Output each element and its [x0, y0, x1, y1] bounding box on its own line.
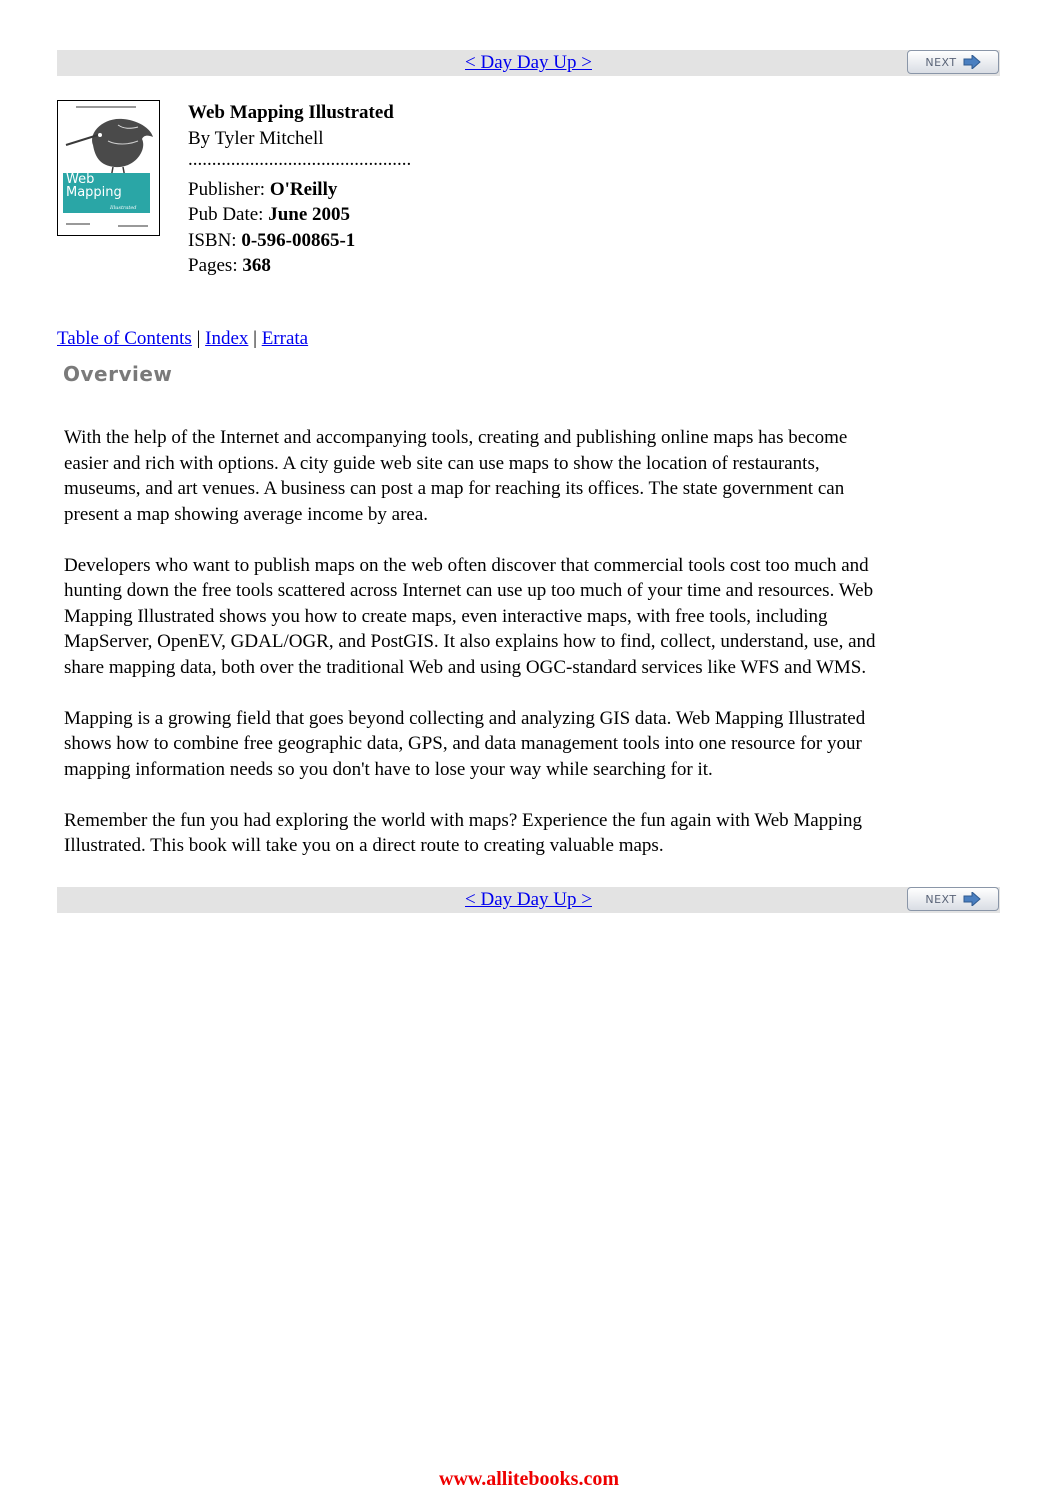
publisher-row: Publisher: O'Reilly [188, 178, 338, 200]
cover-title: Web Mapping [66, 172, 122, 200]
overview-text [64, 425, 894, 859]
day-day-up-link[interactable]: < Day Day Up > [465, 889, 592, 910]
next-button-label: NEXT [925, 55, 957, 69]
overview-paragraph: With the help of the Internet and accompanying tools, creating and publishing online maps has become easier and rich with options. A city guide web site can use maps to show the location of restaurants, museums, and art venues. A business can post a map for reaching its offices. The state government can present a map showing average income by area. [64, 427, 848, 525]
next-button[interactable] [907, 887, 999, 911]
pages-row: Pages: 368 [188, 255, 271, 276]
top-navbar [57, 50, 1000, 76]
arrow-right-icon [963, 55, 981, 69]
day-day-up-link[interactable]: < Day Day Up > [465, 52, 592, 73]
table-of-contents-link[interactable]: Table of Contents [57, 328, 192, 349]
publisher-value: O'Reilly [269, 178, 338, 200]
book-metadata [188, 100, 411, 279]
pages-value: 368 [242, 255, 271, 276]
next-button[interactable] [907, 50, 999, 74]
overview-paragraph: Remember the fun you had exploring the world with maps? Experience the fun again with Web Mapping Illustrated. This book will take you on a direct route to creating valuable maps. [64, 809, 863, 856]
book-title: Web Mapping Illustrated [188, 102, 394, 123]
cover-subtitle: Illustrated [110, 205, 137, 211]
book-cover-image [57, 100, 160, 236]
pubdate-row: Pub Date: June 2005 [188, 204, 351, 225]
book-byline: By Tyler Mitchell [188, 127, 324, 149]
isbn-row: ISBN: 0-596-00865-1 [188, 229, 356, 251]
index-link[interactable]: Index [205, 328, 249, 349]
dotted-separator: ............................................... [188, 149, 412, 170]
isbn-value: 0-596-00865-1 [241, 229, 356, 251]
overview-heading: Overview [63, 362, 173, 386]
arrow-right-icon [963, 892, 981, 906]
pubdate-value: June 2005 [268, 204, 351, 225]
overview-paragraph: Developers who want to publish maps on the web often discover that commercial tools cost too much and hunting down the free tools scattered across Internet can use up too much of your time and resources. Web Mapping Illustrated shows you how to create maps, even interactive maps, with free tools, including MapServer, OpenEV, GDAL/OGR, and PostGIS. It also explains how to find, collect, understand, use, and share mapping data, both over the traditional Web and using OGC-standard services like WFS and WMS. [64, 554, 876, 678]
footer-url[interactable]: www.allitebooks.com [439, 1468, 619, 1490]
errata-link[interactable]: Errata [261, 328, 309, 349]
bottom-navbar [57, 887, 1000, 913]
next-button-label: NEXT [925, 892, 957, 906]
overview-paragraph: Mapping is a growing field that goes beyond collecting and analyzing GIS data. Web Mapping Illustrated shows how to combine free geographic data, GPS, and data management tools into one resource for your mapping information needs so you don't have to lose your way while searching for it. [64, 707, 866, 780]
book-links: Table of Contents | Index | Errata [57, 328, 309, 349]
